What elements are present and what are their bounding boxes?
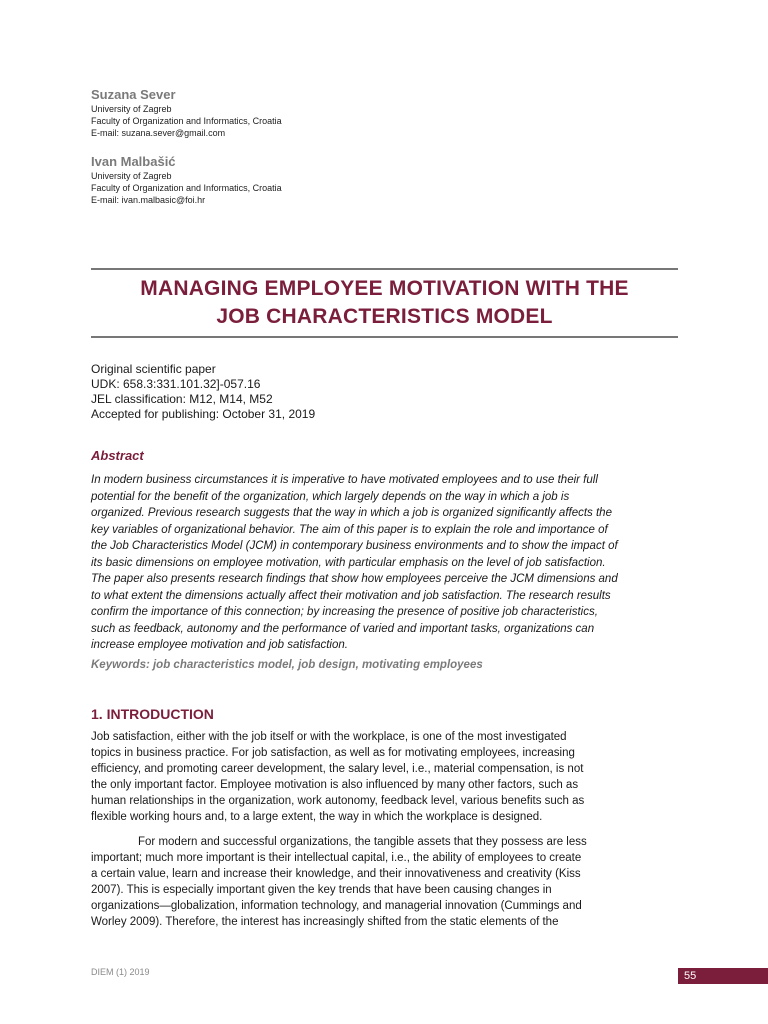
abstract-line: potential for the benefit of the organization, which largely depends on the way in which a job is	[91, 490, 570, 503]
author-list	[91, 87, 491, 221]
abstract-line: organized. Previous research suggests that the way in which a job is organized significantly affects the	[91, 507, 612, 519]
author-affiliation: Faculty of Organization and Informatics, Croatia	[91, 116, 282, 126]
paragraph-line: Worley 2009). Therefore, the interest has increasingly shifted from the static elements of the	[91, 916, 559, 928]
abstract-line: confirm the importance of this connection; by increasing the presence of positive job characteristics,	[91, 606, 598, 618]
keywords: Keywords: job characteristics model, job design, motivating employees	[91, 659, 483, 671]
abstract-line: key variables of organizational behavior. The aim of this paper is to explain the role and importance of	[91, 523, 608, 536]
author-email: E-mail: suzana.sever@gmail.com	[91, 128, 226, 138]
accepted-date: Accepted for publishing: October 31, 2019	[91, 407, 316, 421]
paragraph-line: flexible working hours and, to a large extent, the way in which the workplace is designed.	[91, 811, 543, 823]
body-paragraph	[91, 729, 678, 825]
paragraph-line: topics in business practice. For job satisfaction, as well as for motivating employees, increasing	[91, 747, 575, 759]
section-heading: 1. INTRODUCTION	[91, 706, 214, 722]
journal-footer: DIEM (1) 2019	[91, 967, 150, 977]
abstract-line: increase employee motivation and job satisfaction.	[91, 639, 348, 651]
abstract-text	[91, 472, 678, 654]
abstract-line: In modern business circumstances it is imperative to have motivated employees and to use their full	[91, 474, 598, 486]
title-line: MANAGING EMPLOYEE MOTIVATION WITH THE	[140, 277, 629, 300]
abstract-heading: Abstract	[91, 448, 144, 463]
paragraph-line: human relationships in the organization, work autonomy, feedback level, various benefits such as	[91, 795, 585, 807]
jel-classification: JEL classification: M12, M14, M52	[91, 392, 273, 406]
paragraph-line: the only important factor. Employee motivation is also influenced by many other factors, such as	[91, 779, 579, 791]
abstract-line: to what extent the dimensions actually affect their motivation and job satisfaction. The research results	[91, 589, 611, 602]
author-block	[91, 154, 491, 206]
paragraph-line: important; much more important is their intellectual capital, i.e., the ability of employees to create	[91, 852, 582, 864]
paragraph-line: efficiency, and promoting career development, the salary level, i.e., material compensation, is not	[91, 763, 584, 775]
abstract-line: The paper also presents research findings that show how employees perceive the JCM dimensions and	[91, 573, 618, 585]
abstract-line: such as feedback, autonomy and the performance of varied and important tasks, organizations can	[91, 622, 595, 635]
paragraph-line: For modern and successful organizations, the tangible assets that they possess are less	[138, 836, 587, 848]
paper-metadata	[91, 362, 678, 422]
paragraph-line: Job satisfaction, either with the job itself or with the workplace, is one of the most investigated	[91, 731, 567, 743]
paragraph-line: a certain value, learn and increase their knowledge, and their innovativeness and creativity (Kiss	[91, 868, 581, 880]
author-block	[91, 87, 491, 139]
paragraph-line: 2007). This is especially important given the key trends that have been causing changes in	[91, 884, 552, 896]
abstract-line: its basic dimensions on employee motivation, with particular emphasis on the level of job satisfaction.	[91, 556, 606, 569]
paper-type: Original scientific paper	[91, 362, 216, 376]
body-paragraph	[91, 834, 678, 930]
paper-title	[91, 268, 678, 338]
abstract-line: the Job Characteristics Model (JCM) in contemporary business environments and to show the impact of	[91, 540, 618, 552]
paragraph-line: organizations—globalization, information technology, and managerial innovation (Cummings and	[91, 900, 582, 912]
author-name: Ivan Malbašić	[91, 154, 176, 169]
title-line: JOB CHARACTERISTICS MODEL	[216, 305, 553, 328]
author-affiliation: University of Zagreb	[91, 104, 172, 114]
page-number: 55	[684, 970, 697, 982]
author-name: Suzana Sever	[91, 87, 176, 102]
author-affiliation: Faculty of Organization and Informatics, Croatia	[91, 183, 282, 193]
author-email: E-mail: ivan.malbasic@foi.hr	[91, 195, 206, 205]
author-affiliation: University of Zagreb	[91, 171, 172, 181]
udk-code: UDK: 658.3:331.101.32]-057.16	[91, 377, 261, 391]
